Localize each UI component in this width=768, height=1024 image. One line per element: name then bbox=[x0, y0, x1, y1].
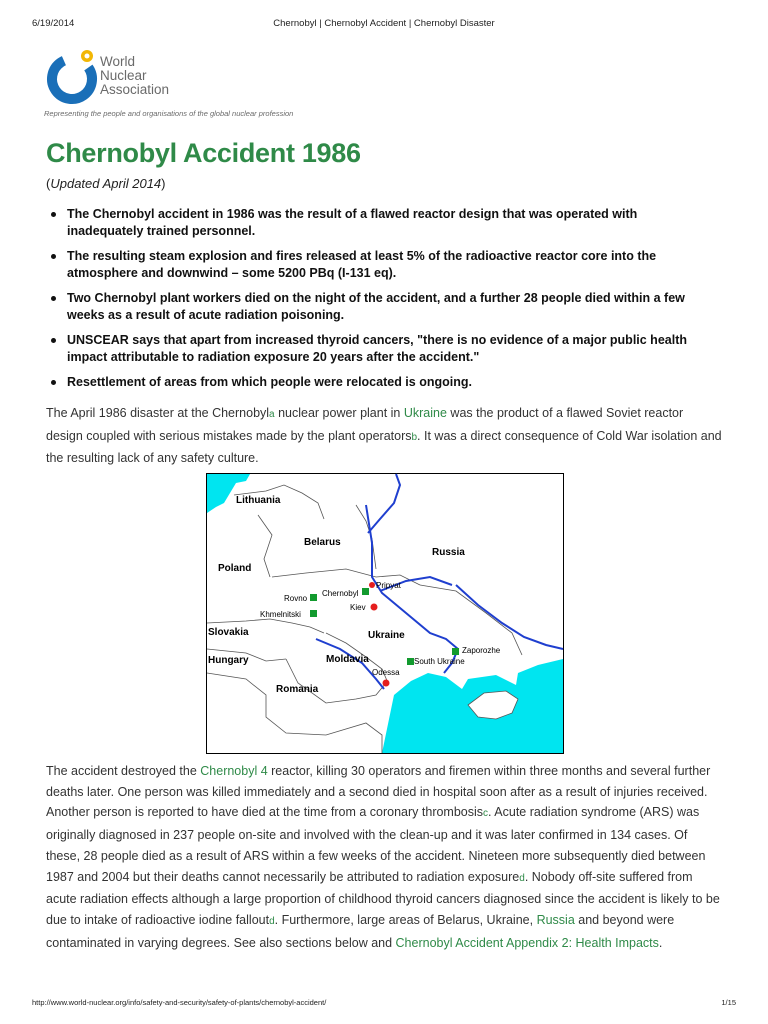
print-url: http://www.world-nuclear.org/info/safety-and-security/safety-of-plants/chernobyl-accident/ bbox=[32, 998, 327, 1007]
country-label: Romania bbox=[276, 684, 319, 695]
key-points-list bbox=[46, 206, 706, 399]
text: The April 1986 disaster at the Chernobyl bbox=[46, 406, 270, 420]
plant-marker-rovno bbox=[310, 594, 317, 601]
chernobyl-4-link[interactable]: Chernobyl 4 bbox=[200, 764, 268, 778]
country-label: Lithuania bbox=[236, 495, 281, 506]
tagline: Representing the people and organisations of the global nuclear profession bbox=[44, 109, 294, 118]
footnote-ref-c[interactable]: c bbox=[483, 808, 489, 820]
text: was the product of a flawed Soviet reactor design coupled with serious mistakes made by the plant operators bbox=[46, 406, 684, 443]
key-point: The resulting steam explosion and fires released at least 5% of the radioactive reactor core into the atmosphere and downwind – some 5200 PBq (I-131 eq). bbox=[46, 248, 706, 282]
city-label: South Ukraine bbox=[414, 657, 465, 666]
plant-marker-khmelnitski bbox=[310, 610, 317, 617]
page-title: Chernobyl Accident 1986 bbox=[46, 138, 361, 168]
city-label: Khmelnitski bbox=[260, 610, 301, 619]
print-date: 6/19/2014 bbox=[32, 18, 75, 29]
plant-marker-chernobyl bbox=[362, 588, 369, 595]
russia-link[interactable]: Russia bbox=[536, 912, 575, 927]
intro-paragraph bbox=[46, 403, 722, 469]
text: . bbox=[658, 935, 663, 950]
plant-marker-zaporozhe bbox=[452, 648, 459, 655]
text: The accident destroyed the bbox=[46, 764, 201, 778]
country-label: Hungary bbox=[208, 655, 249, 666]
updated-close: ) bbox=[161, 176, 166, 191]
text: and beyond were contaminated in varying degrees. See also sections below and bbox=[46, 912, 675, 950]
footnote-ref-a[interactable]: a bbox=[269, 409, 275, 420]
text: nuclear power plant in bbox=[274, 406, 404, 420]
country-label: Poland bbox=[218, 563, 252, 574]
city-label: Kiev bbox=[350, 603, 366, 612]
logo-line-3: Association bbox=[100, 82, 170, 97]
page-number: 1/15 bbox=[721, 998, 736, 1007]
accident-paragraph bbox=[46, 761, 722, 953]
city-label: Zaporozhe bbox=[462, 646, 501, 655]
footnote-ref-b[interactable]: b bbox=[411, 431, 418, 443]
text: . Furthermore, large areas of Belarus, Ukraine, bbox=[274, 912, 537, 927]
updated-open: ( bbox=[46, 176, 51, 191]
text: reactor, killing 30 operators and firemen within three months and several further deaths later. One person was killed immediately and a second died in hospital soon after as a result of injuries received. Another person is reported to have died at the time from a coronary thrombosis bbox=[46, 764, 711, 820]
country-label: Moldavia bbox=[326, 654, 369, 665]
footnote-ref-d[interactable]: d bbox=[519, 872, 525, 884]
print-footer bbox=[32, 998, 736, 1010]
updated-date: Updated April 2014 bbox=[50, 176, 162, 191]
text: . Nobody off-site suffered from acute radiation effects although a large proportion of childhood thyroid cancers diagnosed since the accident is likely to be due to intake of radioactive iodine fallout bbox=[46, 869, 720, 927]
print-page-title: Chernobyl | Chernobyl Accident | Chernobyl Disaster bbox=[273, 18, 495, 29]
logo-line-1: World bbox=[100, 54, 136, 69]
city-marker-pripyat bbox=[369, 582, 375, 588]
city-label: Chernobyl bbox=[322, 589, 359, 598]
text: . Acute radiation syndrome (ARS) was originally diagnosed in 237 people on-site and involved with the clean-up and it was later confirmed in 134 cases. Of these, 28 people died as a result of ARS within a few weeks of the accident. Nineteen more subsequently died between 1987 and 2004 but their deaths cannot necessarily be attributed to radiation exposure bbox=[46, 805, 706, 884]
city-label: Pripyat bbox=[376, 581, 401, 590]
logo-line-2: Nuclear bbox=[100, 68, 147, 83]
wna-logo-text bbox=[100, 55, 169, 97]
city-label: Odessa bbox=[372, 668, 400, 677]
key-point: Resettlement of areas from which people were relocated is ongoing. bbox=[46, 374, 706, 391]
print-header bbox=[32, 18, 736, 32]
city-marker-kiev bbox=[371, 604, 378, 611]
appendix-2-link[interactable]: Chernobyl Accident Appendix 2: Health Impacts bbox=[395, 935, 659, 950]
country-label: Slovakia bbox=[208, 627, 249, 638]
text: . It was a direct consequence of Cold War isolation and the resulting lack of any safety culture. bbox=[46, 428, 722, 466]
key-point: The Chernobyl accident in 1986 was the result of a flawed reactor design that was operated with inadequately trained personnel. bbox=[46, 206, 706, 240]
key-point: UNSCEAR says that apart from increased thyroid cancers, "there is no evidence of a major public health impact attributable to radiation exposure 20 years after the accident." bbox=[46, 332, 706, 366]
updated-note bbox=[46, 176, 166, 191]
footnote-ref-d[interactable]: d bbox=[269, 915, 275, 927]
country-label: Russia bbox=[432, 547, 465, 558]
region-map bbox=[206, 473, 564, 754]
ukraine-link[interactable]: Ukraine bbox=[403, 406, 447, 420]
country-label: Ukraine bbox=[368, 630, 405, 641]
city-marker-odessa bbox=[383, 680, 390, 687]
city-label: Rovno bbox=[284, 594, 308, 603]
key-point: Two Chernobyl plant workers died on the night of the accident, and a further 28 people died within a few weeks as a result of acute radiation poisoning. bbox=[46, 290, 706, 324]
country-label: Belarus bbox=[304, 537, 341, 548]
plant-marker-south-ukraine bbox=[407, 658, 414, 665]
